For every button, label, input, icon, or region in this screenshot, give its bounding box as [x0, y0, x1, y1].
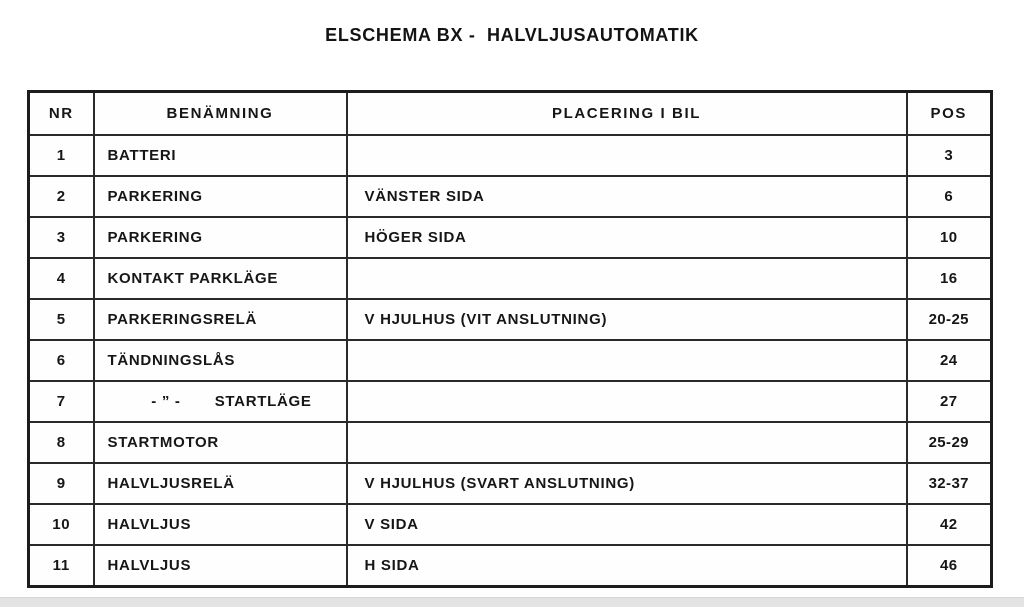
- row-placering: HÖGER SIDA: [347, 217, 907, 258]
- row-benamning: TÄNDNINGSLÅS: [94, 340, 347, 381]
- row-pos: 10: [907, 217, 992, 258]
- row-nr: 11: [29, 545, 94, 587]
- table-row: [29, 504, 992, 545]
- col-header-nr: NR: [29, 92, 94, 136]
- row-pos: 20-25: [907, 299, 992, 340]
- row-benamning: HALVLJUSRELÄ: [94, 463, 347, 504]
- row-placering: VÄNSTER SIDA: [347, 176, 907, 217]
- row-nr: 4: [29, 258, 94, 299]
- row-placering: V HJULHUS (SVART ANSLUTNING): [347, 463, 907, 504]
- row-benamning: HALVLJUS: [94, 545, 347, 587]
- table-row: [29, 299, 992, 340]
- row-placering: V HJULHUS (VIT ANSLUTNING): [347, 299, 907, 340]
- row-pos: 3: [907, 135, 992, 176]
- table-row: [29, 463, 992, 504]
- row-pos: 32-37: [907, 463, 992, 504]
- col-header-placering: PLACERING I BIL: [347, 92, 907, 136]
- table-row: [29, 381, 992, 422]
- row-placering: [347, 135, 907, 176]
- table-header-row: [29, 92, 992, 136]
- row-placering: [347, 340, 907, 381]
- row-nr: 3: [29, 217, 94, 258]
- row-pos: 16: [907, 258, 992, 299]
- scan-bottom-band: [0, 597, 1024, 607]
- table-row: [29, 340, 992, 381]
- row-nr: 8: [29, 422, 94, 463]
- row-nr: 5: [29, 299, 94, 340]
- row-benamning: HALVLJUS: [94, 504, 347, 545]
- row-pos: 27: [907, 381, 992, 422]
- schema-table: [27, 90, 993, 588]
- row-pos: 25-29: [907, 422, 992, 463]
- table-row: [29, 176, 992, 217]
- row-placering: [347, 258, 907, 299]
- col-header-benamning: BENÄMNING: [94, 92, 347, 136]
- page-title: ELSCHEMA BX - HALVLJUSAUTOMATIK: [325, 25, 699, 45]
- row-placering: [347, 422, 907, 463]
- col-header-pos: POS: [907, 92, 992, 136]
- row-placering: H SIDA: [347, 545, 907, 587]
- row-benamning: PARKERING: [94, 176, 347, 217]
- row-nr: 6: [29, 340, 94, 381]
- row-placering: V SIDA: [347, 504, 907, 545]
- table-row: [29, 217, 992, 258]
- row-benamning: - ” - STARTLÄGE: [94, 381, 347, 422]
- row-benamning: PARKERINGSRELÄ: [94, 299, 347, 340]
- row-nr: 10: [29, 504, 94, 545]
- row-nr: 1: [29, 135, 94, 176]
- table-row: [29, 258, 992, 299]
- row-nr: 9: [29, 463, 94, 504]
- row-nr: 7: [29, 381, 94, 422]
- row-placering: [347, 381, 907, 422]
- table-row: [29, 545, 992, 587]
- row-nr: 2: [29, 176, 94, 217]
- row-benamning: KONTAKT PARKLÄGE: [94, 258, 347, 299]
- table-row: [29, 135, 992, 176]
- row-benamning: STARTMOTOR: [94, 422, 347, 463]
- row-pos: 42: [907, 504, 992, 545]
- row-pos: 6: [907, 176, 992, 217]
- row-benamning: BATTERI: [94, 135, 347, 176]
- row-pos: 24: [907, 340, 992, 381]
- row-pos: 46: [907, 545, 992, 587]
- row-benamning: PARKERING: [94, 217, 347, 258]
- table-row: [29, 422, 992, 463]
